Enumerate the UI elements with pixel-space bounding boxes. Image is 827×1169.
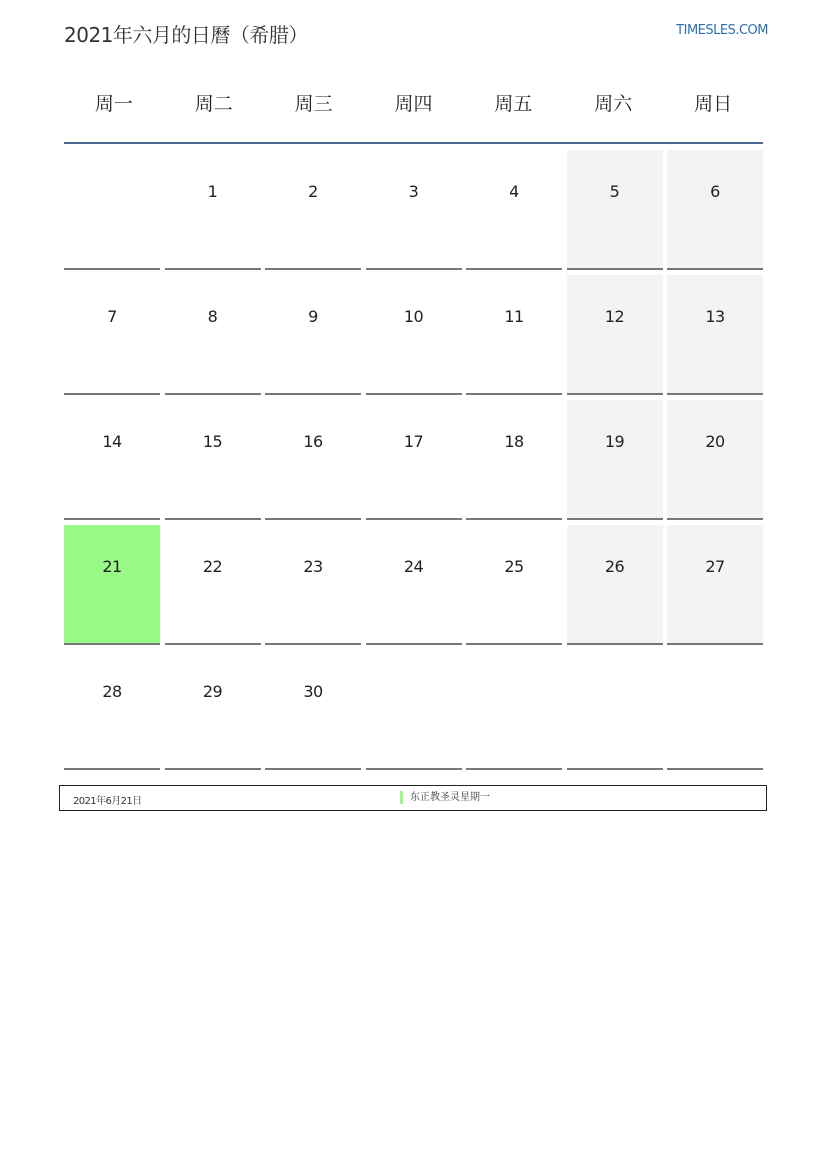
day-cell[interactable] <box>165 275 261 395</box>
day-cell[interactable] <box>64 650 160 770</box>
weekday-wed: 周三 <box>294 93 333 115</box>
day-cell[interactable] <box>64 275 160 395</box>
day-number: 23 <box>303 557 323 576</box>
day-cell[interactable] <box>667 275 763 395</box>
day-cell[interactable] <box>64 400 160 520</box>
day-number: 27 <box>705 557 725 576</box>
day-number: 28 <box>102 682 122 701</box>
day-cell[interactable] <box>567 525 663 645</box>
day-number: 12 <box>604 307 625 326</box>
day-number: 8 <box>207 307 218 326</box>
day-number: 9 <box>308 307 318 326</box>
day-number: 4 <box>509 182 519 201</box>
day-cell <box>667 650 763 770</box>
day-cell[interactable] <box>567 150 663 270</box>
holiday-legend <box>59 785 767 811</box>
day-cell[interactable] <box>466 400 562 520</box>
weekday-thu: 周四 <box>394 93 433 115</box>
day-number: 16 <box>303 432 323 451</box>
day-cell[interactable] <box>165 650 261 770</box>
day-cell[interactable] <box>64 525 160 645</box>
day-number: 2 <box>308 182 318 201</box>
day-cell[interactable] <box>466 275 562 395</box>
day-cell <box>466 650 562 770</box>
day-number: 19 <box>604 432 625 451</box>
day-number: 1 <box>207 182 218 201</box>
day-number: 29 <box>202 682 223 701</box>
day-cell[interactable] <box>165 150 261 270</box>
day-cell[interactable] <box>265 525 361 645</box>
page-title: 2021年六月的日曆（希腊） <box>64 23 308 47</box>
day-number: 10 <box>403 307 424 326</box>
day-cell <box>64 150 160 270</box>
day-number: 14 <box>102 432 122 451</box>
day-number: 24 <box>403 557 424 576</box>
day-cell[interactable] <box>567 275 663 395</box>
weekday-mon: 周一 <box>94 93 133 115</box>
day-number: 21 <box>102 557 122 576</box>
day-number: 15 <box>202 432 223 451</box>
day-number: 13 <box>705 307 725 326</box>
day-cell[interactable] <box>667 150 763 270</box>
day-cell <box>567 650 663 770</box>
day-cell[interactable] <box>165 525 261 645</box>
day-cell[interactable] <box>366 400 462 520</box>
day-number: 20 <box>705 432 725 451</box>
site-link[interactable]: TIMESLES.COM <box>676 23 768 38</box>
weekday-sat: 周六 <box>594 93 633 115</box>
day-number: 17 <box>403 432 424 451</box>
day-number: 30 <box>303 682 323 701</box>
weekday-fri: 周五 <box>494 93 533 115</box>
day-cell[interactable] <box>265 150 361 270</box>
day-number: 25 <box>504 557 524 576</box>
day-number: 7 <box>107 307 117 326</box>
day-number: 26 <box>604 557 625 576</box>
day-cell[interactable] <box>366 150 462 270</box>
day-number: 5 <box>609 182 620 201</box>
day-cell[interactable] <box>667 400 763 520</box>
holiday-date: 2021年6月21日 <box>73 796 142 807</box>
day-cell[interactable] <box>366 275 462 395</box>
day-cell[interactable] <box>265 650 361 770</box>
weekday-sun: 周日 <box>694 93 733 115</box>
day-cell[interactable] <box>667 525 763 645</box>
day-number: 22 <box>202 557 223 576</box>
day-number: 6 <box>710 182 720 201</box>
day-number: 11 <box>504 307 524 326</box>
calendar-grid <box>64 150 763 770</box>
day-cell[interactable] <box>366 525 462 645</box>
day-number: 3 <box>408 182 419 201</box>
weekday-header <box>64 70 763 144</box>
day-cell[interactable] <box>165 400 261 520</box>
holiday-name: 东正教圣灵星期一 <box>400 791 490 804</box>
day-number: 18 <box>504 432 524 451</box>
day-cell[interactable] <box>567 400 663 520</box>
day-cell[interactable] <box>265 275 361 395</box>
day-cell[interactable] <box>466 150 562 270</box>
weekday-tue: 周二 <box>194 93 233 115</box>
day-cell <box>366 650 462 770</box>
day-cell[interactable] <box>466 525 562 645</box>
day-cell[interactable] <box>265 400 361 520</box>
